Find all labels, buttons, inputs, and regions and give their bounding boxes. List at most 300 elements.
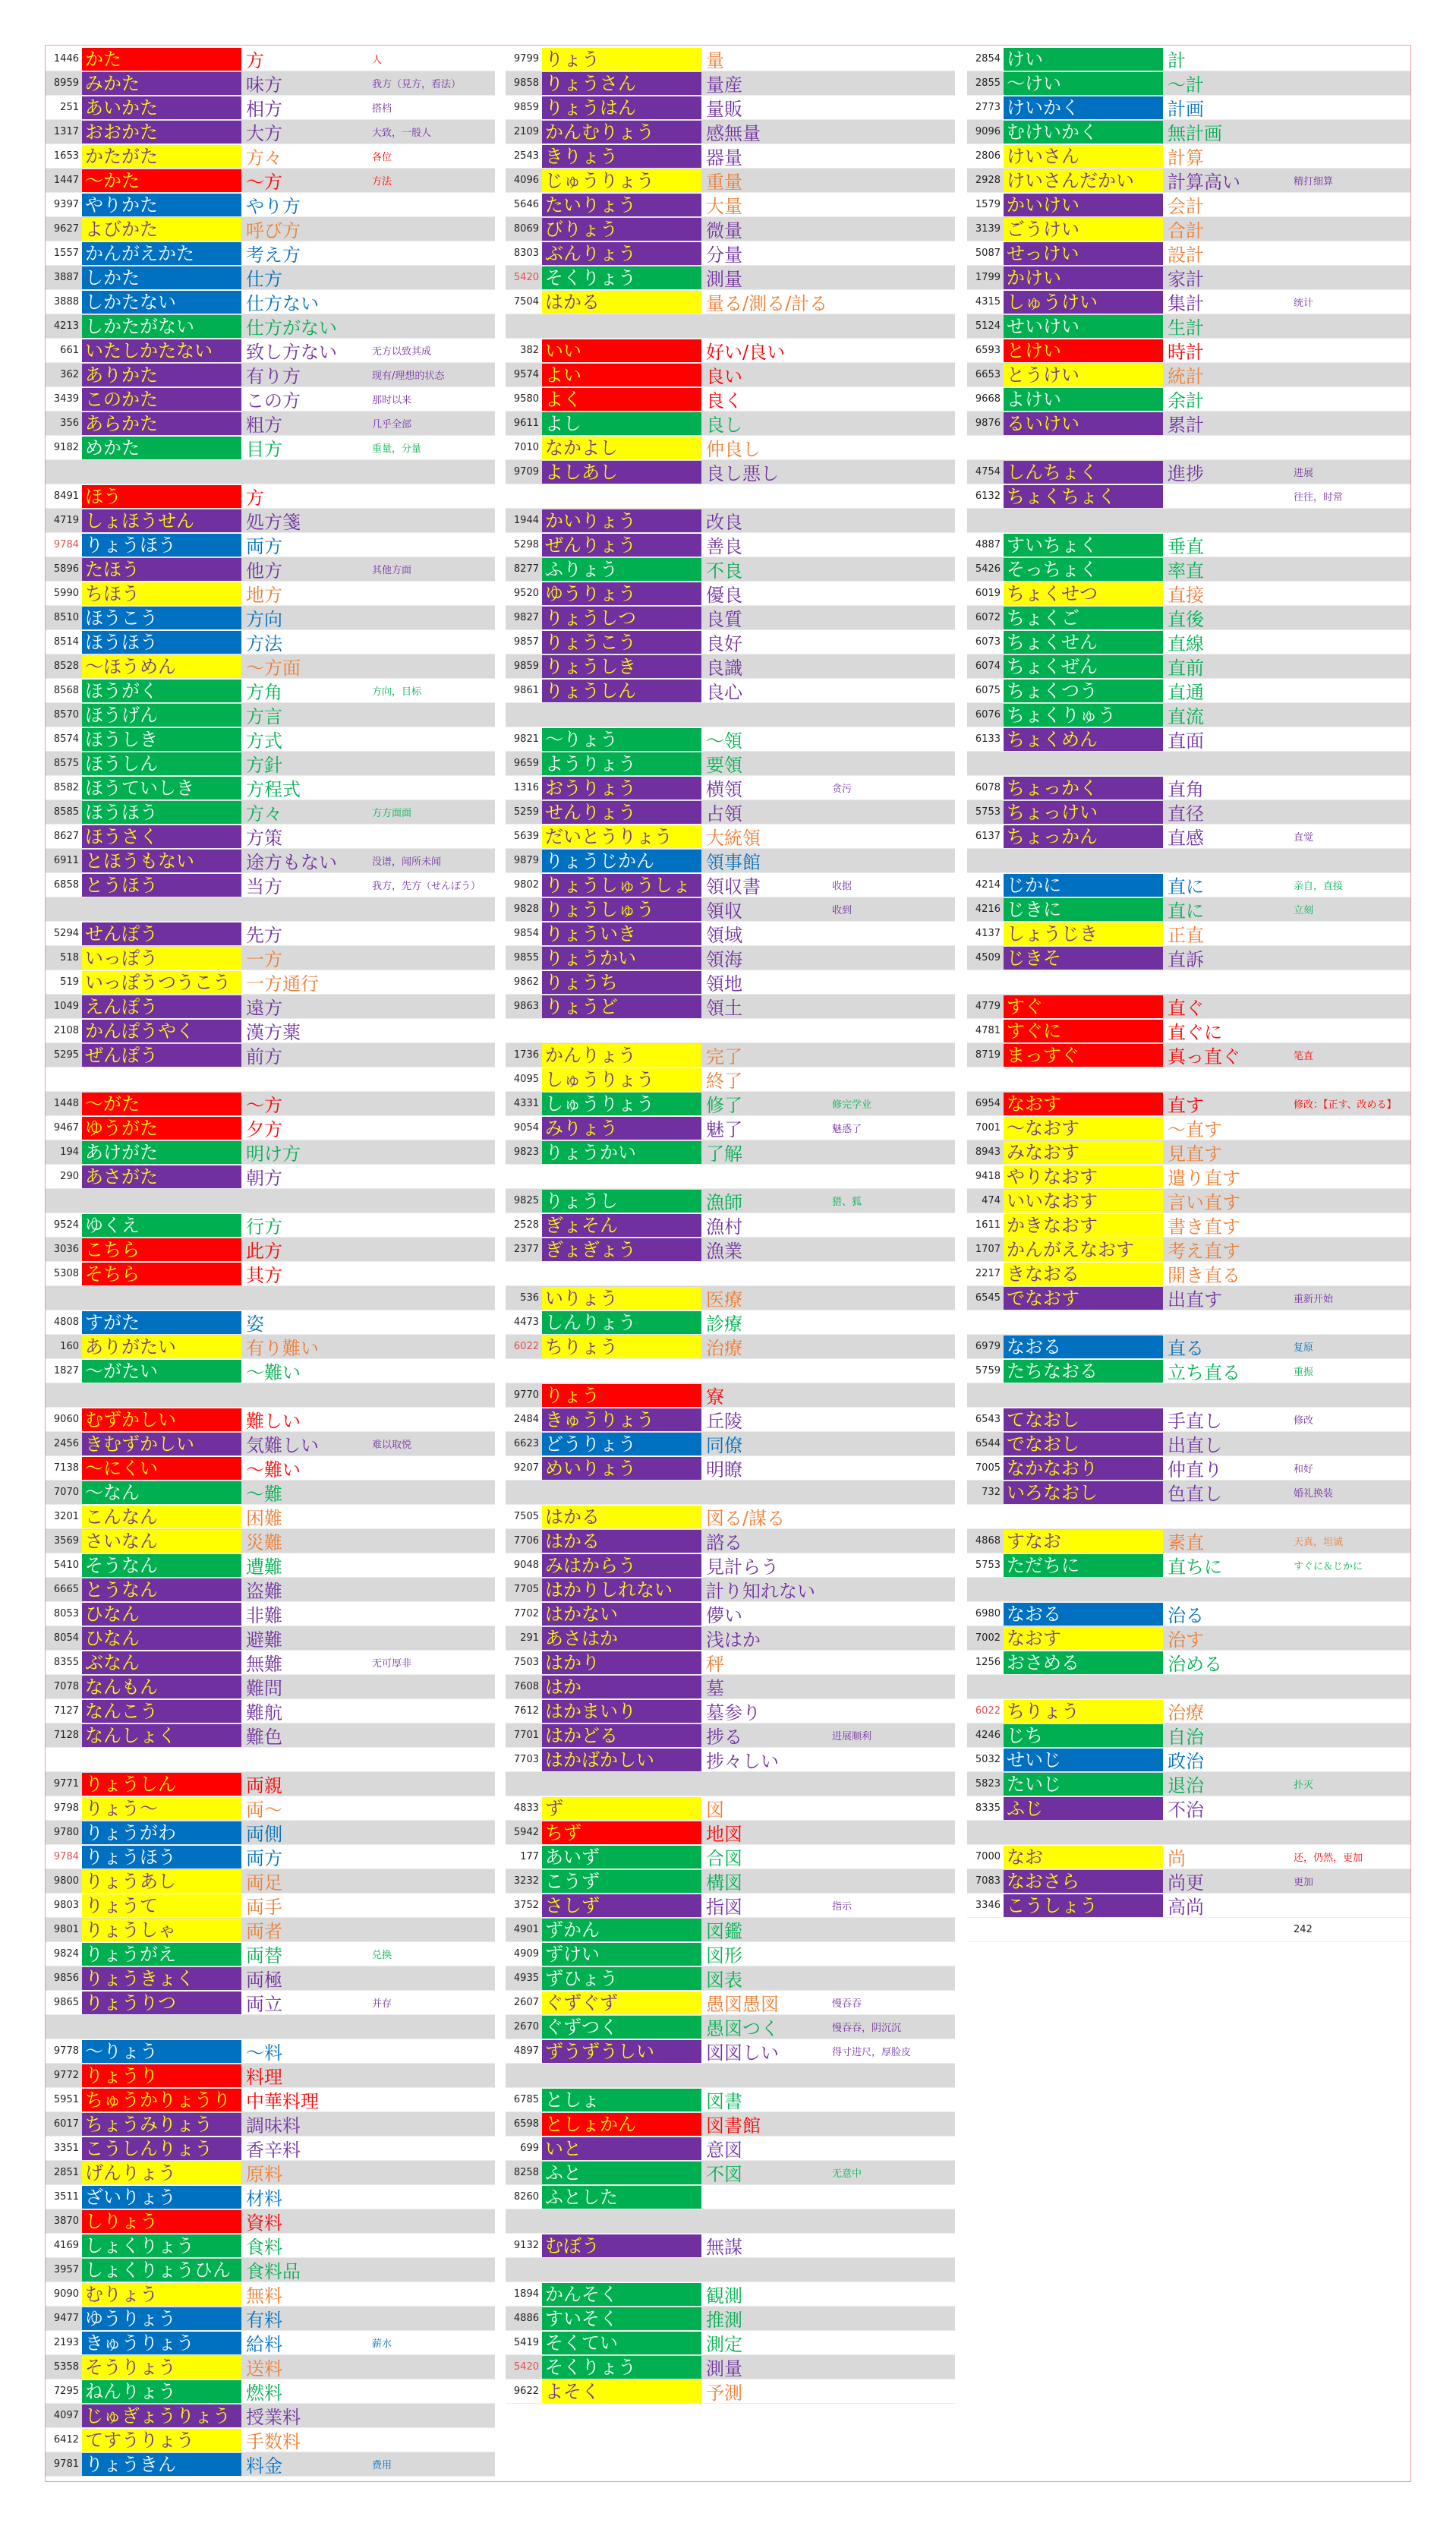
entry-number: 2217	[975, 1268, 1001, 1279]
kanji-word: 予測	[706, 2383, 742, 2404]
entry-number: 6073	[975, 636, 1001, 648]
kanji-word: 原料	[246, 2164, 282, 2185]
vocab-row	[506, 1602, 955, 1626]
kana-reading	[542, 1020, 701, 1042]
vocab-row	[46, 582, 495, 606]
kana-reading: きゅうりょう	[82, 2332, 241, 2354]
entry-number: 7138	[53, 1462, 79, 1474]
kanji-word: 墓	[706, 1678, 724, 1699]
vocab-row	[506, 2088, 955, 2112]
entry-number: 1611	[975, 1219, 1001, 1231]
vocab-row	[506, 703, 955, 727]
kanji-word: 集計	[1168, 293, 1204, 314]
vocab-row	[506, 460, 955, 484]
meaning-note: 重新开始	[1294, 1294, 1334, 1305]
kana-reading: しゅうけい	[1004, 291, 1163, 314]
kanji-word: 手直し	[1168, 1411, 1222, 1432]
entry-number: 4509	[975, 952, 1001, 963]
kanji-word: 致し方ない	[246, 342, 337, 363]
kana-reading: せんぽう	[82, 922, 241, 945]
entry-number: 9784	[53, 1851, 79, 1862]
entry-number: 4808	[53, 1317, 79, 1328]
entry-number: 8719	[975, 1049, 1001, 1061]
vocab-row	[506, 1456, 955, 1481]
vocab-row	[506, 290, 955, 314]
kana-reading: まっすぐ	[1004, 1044, 1163, 1067]
vocab-row	[46, 96, 495, 120]
kanji-word: 方式	[246, 730, 282, 752]
kanji-word: 真っ直ぐ	[1168, 1046, 1240, 1067]
kana-reading: そうなん	[82, 1554, 241, 1577]
kanji-word: 災難	[246, 1532, 282, 1553]
entry-number: 382	[520, 345, 539, 356]
vocab-row	[967, 290, 1410, 314]
vocab-row	[506, 1432, 955, 1456]
vocab-row	[46, 2307, 495, 2331]
kanji-word: 一方通行	[246, 973, 319, 995]
entry-number: 8510	[53, 612, 79, 623]
kana-reading: ぐずつく	[542, 2016, 701, 2039]
kanji-word: 方法	[246, 633, 282, 654]
meaning-note: 往往，时常	[1294, 492, 1344, 503]
kana-reading: はかる	[542, 291, 701, 314]
vocab-row	[506, 679, 955, 703]
kanji-word: 領海	[706, 949, 742, 970]
kanji-word: 途方もない	[246, 852, 337, 873]
meaning-note: 还，仍然，更加	[1294, 1853, 1363, 1864]
kanji-word: 方策	[246, 828, 282, 849]
entry-number: 9207	[513, 1462, 539, 1474]
kana-reading: ずかん	[542, 1919, 701, 1941]
kana-reading: あらかた	[82, 412, 241, 435]
vocab-row	[46, 800, 495, 825]
kanji-word: 両立	[246, 1994, 282, 2015]
kanji-word: 材料	[246, 2188, 282, 2209]
entry-number: 5410	[53, 1559, 79, 1571]
entry-number: 8303	[513, 248, 539, 259]
vocab-row	[967, 314, 1410, 339]
kana-reading: りょうじかん	[542, 850, 701, 872]
vocab-row	[967, 1505, 1410, 1529]
entry-number: 9574	[513, 369, 539, 380]
vocab-row	[46, 1845, 495, 1869]
kana-reading: みなおす	[1004, 1141, 1163, 1164]
vocab-row	[506, 2379, 955, 2404]
kanji-word: 立ち直る	[1168, 1362, 1240, 1383]
entry-number: 5942	[513, 1827, 539, 1838]
kanji-word: 医療	[706, 1289, 742, 1310]
entry-number: 4214	[975, 879, 1001, 891]
entry-number: 9477	[53, 2313, 79, 2324]
kana-reading: こんなん	[82, 1506, 241, 1528]
kanji-word: 了解	[706, 1143, 742, 1165]
kana-reading	[82, 1287, 241, 1310]
kanji-word: 無料	[246, 2285, 282, 2307]
kanji-word: 見直す	[1168, 1143, 1222, 1165]
kanji-word: 善良	[706, 536, 742, 557]
vocab-row	[506, 169, 955, 193]
vocab-row	[46, 266, 495, 290]
kanji-word: 漁業	[706, 1241, 742, 1262]
vocab-row	[967, 47, 1410, 71]
kana-reading: しゅうりょう	[542, 1093, 701, 1115]
kana-reading: そちら	[82, 1263, 241, 1285]
kanji-word: ～方面	[246, 658, 301, 679]
entry-number: 9855	[513, 952, 539, 963]
vocab-row	[506, 1092, 955, 1116]
entry-number: 4096	[513, 175, 539, 186]
entry-number: 2773	[975, 102, 1001, 113]
entry-number: 6623	[513, 1438, 539, 1449]
entry-number: 3888	[53, 296, 79, 307]
entry-number: 3569	[53, 1535, 79, 1547]
vocab-row	[46, 1019, 495, 1043]
kanji-word: 測量	[706, 269, 742, 290]
vocab-row	[967, 1408, 1410, 1432]
kanji-word: 漁村	[706, 1216, 742, 1238]
entry-number: 7612	[513, 1705, 539, 1717]
entry-number: 4719	[53, 515, 79, 526]
meaning-note: 人	[372, 55, 383, 66]
kanji-word: 地図	[706, 1824, 742, 1845]
entry-number: 9857	[513, 636, 539, 648]
kana-reading: りょうりつ	[82, 1991, 241, 2014]
vocab-row	[46, 1310, 495, 1335]
entry-number: 9861	[513, 685, 539, 696]
entry-number: 251	[60, 102, 79, 113]
kana-reading: りょうし	[542, 1190, 701, 1213]
kana-reading: ふりょう	[542, 558, 701, 581]
kanji-word: 方向	[246, 609, 282, 630]
vocab-row	[967, 1262, 1410, 1286]
vocab-row	[967, 1918, 1410, 1942]
kanji-word: 占領	[706, 803, 742, 825]
entry-number: 7701	[513, 1730, 539, 1741]
vocab-row	[46, 2404, 495, 2428]
entry-number: 177	[520, 1851, 539, 1862]
vocab-row	[46, 217, 495, 241]
vocab-row	[967, 1699, 1410, 1723]
kana-reading	[1004, 971, 1163, 994]
vocab-row	[46, 752, 495, 776]
meaning-note: 并存	[372, 1998, 392, 2010]
kanji-word: 魅了	[706, 1119, 742, 1140]
vocab-row	[46, 1991, 495, 2015]
kana-reading: あいかた	[82, 96, 241, 119]
vocab-row	[46, 849, 495, 873]
kana-reading: ちょくちょく	[1004, 485, 1163, 508]
kanji-word: 非難	[246, 1605, 282, 1626]
kanji-word: 資料	[246, 2212, 282, 2234]
entry-number: 2855	[975, 77, 1001, 89]
kana-reading: いい	[542, 339, 701, 362]
kanji-word: 味方	[246, 74, 282, 96]
kana-reading: ざいりょう	[82, 2186, 241, 2209]
kana-reading: むぼう	[542, 2234, 701, 2257]
vocab-row	[967, 1796, 1410, 1821]
kana-reading: ふとした	[542, 2186, 701, 2209]
kanji-word: 良好	[706, 633, 742, 654]
kana-reading	[82, 461, 241, 484]
kana-reading: しんちょく	[1004, 461, 1163, 484]
kanji-word: 良し	[706, 415, 742, 436]
kanji-word: 其方	[246, 1265, 282, 1286]
entry-number: 8277	[513, 563, 539, 575]
kana-reading	[82, 2016, 241, 2039]
kana-reading: ぶんりょう	[542, 242, 701, 265]
kana-reading: りょうきょく	[82, 1967, 241, 1990]
meaning-note: 更加	[1294, 1877, 1314, 1888]
vocab-row	[967, 897, 1410, 922]
vocab-row	[506, 2112, 955, 2137]
kana-reading: りょうしつ	[542, 607, 701, 629]
kana-reading: ひなん	[82, 1627, 241, 1650]
vocab-row	[506, 1335, 955, 1359]
vocab-row	[46, 1602, 495, 1626]
entry-number: 6132	[975, 490, 1001, 502]
kanji-word: 直後	[1168, 609, 1204, 630]
kana-reading: なんこう	[82, 1700, 241, 1723]
entry-number: 9096	[975, 126, 1001, 137]
kanji-word: ～方	[246, 1095, 282, 1116]
kana-reading	[1004, 1068, 1163, 1091]
entry-number: 9856	[53, 1973, 79, 1984]
kana-reading: むけいかく	[1004, 121, 1163, 143]
kanji-word: 直径	[1168, 803, 1204, 825]
vocab-row	[46, 995, 495, 1019]
kanji-word: 統計	[1168, 366, 1204, 387]
kana-reading: ちりょう	[542, 1336, 701, 1358]
meaning-note: 各位	[372, 152, 392, 163]
entry-number: 1447	[53, 175, 79, 186]
kana-reading: なおさら	[1004, 1870, 1163, 1893]
entry-number: 5420	[513, 272, 539, 283]
vocab-row	[46, 387, 495, 412]
entry-number: 2543	[513, 150, 539, 162]
vocab-row	[506, 1238, 955, 1262]
vocab-row	[506, 1578, 955, 1602]
kanji-word: 丘陵	[706, 1411, 742, 1432]
vocab-row	[506, 1213, 955, 1238]
meaning-note: 慢吞吞	[832, 1998, 862, 2010]
kana-reading: ようりょう	[542, 752, 701, 775]
meaning-note: 兑换	[372, 1950, 392, 1961]
vocab-row	[506, 1043, 955, 1067]
vocab-row	[506, 2137, 955, 2161]
kana-reading	[1004, 1384, 1163, 1407]
entry-number: 5032	[975, 1754, 1001, 1765]
entry-number: 9622	[513, 2386, 539, 2397]
kanji-word: ～方	[246, 172, 282, 193]
kanji-word: 図形	[706, 1945, 742, 1966]
kanji-word: 方言	[246, 706, 282, 727]
vocab-row	[967, 1845, 1410, 1869]
entry-number: 4833	[513, 1802, 539, 1814]
kana-reading: でなおし	[1004, 1433, 1163, 1455]
vocab-row	[506, 727, 955, 752]
kana-reading	[82, 1190, 241, 1213]
kana-reading: かんがえなおす	[1004, 1238, 1163, 1261]
vocab-row	[46, 120, 495, 144]
entry-number: 9825	[513, 1195, 539, 1206]
meaning-note: 进展顺利	[832, 1731, 872, 1742]
kanji-word: 呼び方	[246, 220, 301, 241]
vocab-row	[46, 1213, 495, 1238]
kanji-word: 方程式	[246, 779, 301, 800]
entry-number: 1316	[513, 782, 539, 793]
kanji-word: 累計	[1168, 415, 1204, 436]
entry-number: 4169	[53, 2240, 79, 2251]
kanji-word: 直通	[1168, 682, 1204, 703]
kana-reading: りょうしん	[542, 680, 701, 702]
kanji-word: 香辛料	[246, 2140, 301, 2161]
kanji-word: 治る	[1168, 1605, 1204, 1626]
vocab-row	[967, 1481, 1410, 1505]
kana-reading	[542, 704, 701, 727]
kanji-word: 燃料	[246, 2383, 282, 2404]
vocab-row	[46, 970, 495, 995]
vocab-row	[506, 1310, 955, 1335]
vocab-row	[46, 1723, 495, 1748]
vocab-row	[46, 2161, 495, 2185]
meaning-note: 天真，坦诚	[1294, 1537, 1344, 1548]
entry-number: 6074	[975, 661, 1001, 672]
entry-number: 3139	[975, 223, 1001, 235]
kana-reading: どうりょう	[542, 1433, 701, 1455]
kana-reading: むずかしい	[82, 1408, 241, 1431]
meaning-note: 方向，目标	[372, 686, 422, 698]
kana-reading: あさはか	[542, 1627, 701, 1650]
vocab-row	[46, 1529, 495, 1553]
kanji-word: 粗方	[246, 415, 282, 436]
vocab-row	[967, 1578, 1410, 1602]
kana-reading	[542, 315, 701, 338]
kanji-word: 意図	[706, 2140, 742, 2161]
kana-reading: こうしょう	[1004, 1894, 1163, 1917]
kanji-word: 見計らう	[706, 1556, 779, 1578]
vocab-row	[506, 1626, 955, 1651]
kana-reading: ほうしん	[82, 752, 241, 775]
entry-number: 9862	[513, 976, 539, 988]
entry-number: 9418	[975, 1171, 1001, 1182]
kana-reading: じゅうりょう	[542, 169, 701, 192]
kanji-word: 難航	[246, 1702, 282, 1723]
kana-reading: しょくりょう	[82, 2234, 241, 2257]
kana-reading: せんりょう	[542, 801, 701, 824]
vocab-row	[967, 1456, 1410, 1481]
entry-number: 362	[60, 369, 79, 380]
entry-number: 1799	[975, 272, 1001, 283]
kana-reading: いっぽうつうこう	[82, 971, 241, 994]
entry-number: 8528	[53, 661, 79, 672]
kana-reading: りょうほう	[82, 534, 241, 557]
kanji-word: 両足	[246, 1872, 282, 1894]
vocab-row	[506, 484, 955, 509]
kana-reading: すぐに	[1004, 1020, 1163, 1042]
vocab-row	[506, 266, 955, 290]
entry-number: 9859	[513, 102, 539, 113]
meaning-note: 无意中	[832, 2168, 862, 2180]
kanji-word: 不良	[706, 560, 742, 582]
kanji-word: 領事館	[706, 852, 761, 873]
meaning-note: 费用	[372, 2460, 392, 2471]
kana-reading: りょうこう	[542, 631, 701, 654]
kanji-word: 測量	[706, 2358, 742, 2379]
vocab-row	[506, 2015, 955, 2039]
vocab-row	[967, 849, 1410, 873]
kanji-word: 両方	[246, 1848, 282, 1869]
vocab-row	[506, 144, 955, 169]
kana-reading: ちょくせん	[1004, 631, 1163, 654]
kana-reading: でなおす	[1004, 1287, 1163, 1310]
vocab-row	[506, 1529, 955, 1553]
meaning-note: 几乎全部	[372, 419, 412, 430]
vocab-row	[46, 1067, 495, 1092]
entry-number: 1707	[975, 1244, 1001, 1255]
vocab-row	[46, 1918, 495, 1942]
entry-number: 3439	[53, 393, 79, 405]
entry-number: 3201	[53, 1511, 79, 1522]
kana-reading: ぜんりょう	[542, 534, 701, 557]
vocab-row	[46, 2379, 495, 2404]
vocab-row	[506, 582, 955, 606]
kana-reading: かいりょう	[542, 509, 701, 532]
entry-number: 4216	[975, 903, 1001, 915]
entry-number: 9799	[513, 53, 539, 65]
entry-number: 7505	[513, 1511, 539, 1522]
kanji-word: 退治	[1168, 1775, 1204, 1796]
kana-reading: しんりょう	[542, 1311, 701, 1334]
entry-number: 9821	[513, 733, 539, 745]
kana-reading: ほうほう	[82, 631, 241, 654]
meaning-note: 现有/理想的状态	[372, 371, 445, 382]
kana-reading: きなおる	[1004, 1263, 1163, 1285]
kana-reading	[542, 2210, 701, 2233]
kanji-word: 避難	[246, 1629, 282, 1651]
kana-reading: おおかた	[82, 121, 241, 143]
vocab-row	[967, 557, 1410, 582]
entry-number: 7503	[513, 1657, 539, 1668]
vocab-row	[46, 509, 495, 533]
kana-reading: よびかた	[82, 218, 241, 241]
kana-reading: ちず	[542, 1821, 701, 1844]
kana-reading: はかどる	[542, 1724, 701, 1747]
kana-reading: すぐ	[1004, 995, 1163, 1018]
kanji-word: 構図	[706, 1872, 742, 1894]
kana-reading: あさがた	[82, 1165, 241, 1188]
kanji-word: 方針	[246, 755, 282, 776]
vocab-row	[506, 1408, 955, 1432]
kana-reading: とほうもない	[82, 850, 241, 872]
meaning-note: 我方，先方（せんぽう）	[372, 881, 481, 892]
kana-reading: ちょくせつ	[1004, 582, 1163, 605]
kana-reading: しょうじき	[1004, 922, 1163, 945]
kana-reading	[1004, 1821, 1163, 1844]
kanji-word: ～領	[706, 730, 742, 752]
entry-number: 9048	[513, 1559, 539, 1571]
kana-reading: りょうしき	[542, 655, 701, 678]
vocab-row	[506, 1286, 955, 1310]
meaning-note: 重量，分量	[372, 443, 422, 455]
vocab-row	[46, 2015, 495, 2039]
kanji-word: 両親	[246, 1775, 282, 1796]
kanji-word: 他方	[246, 560, 282, 582]
vocab-row	[46, 897, 495, 922]
vocab-row	[46, 1699, 495, 1723]
kana-reading	[542, 1165, 701, 1188]
vocab-row	[506, 2209, 955, 2234]
vocab-row	[506, 120, 955, 144]
